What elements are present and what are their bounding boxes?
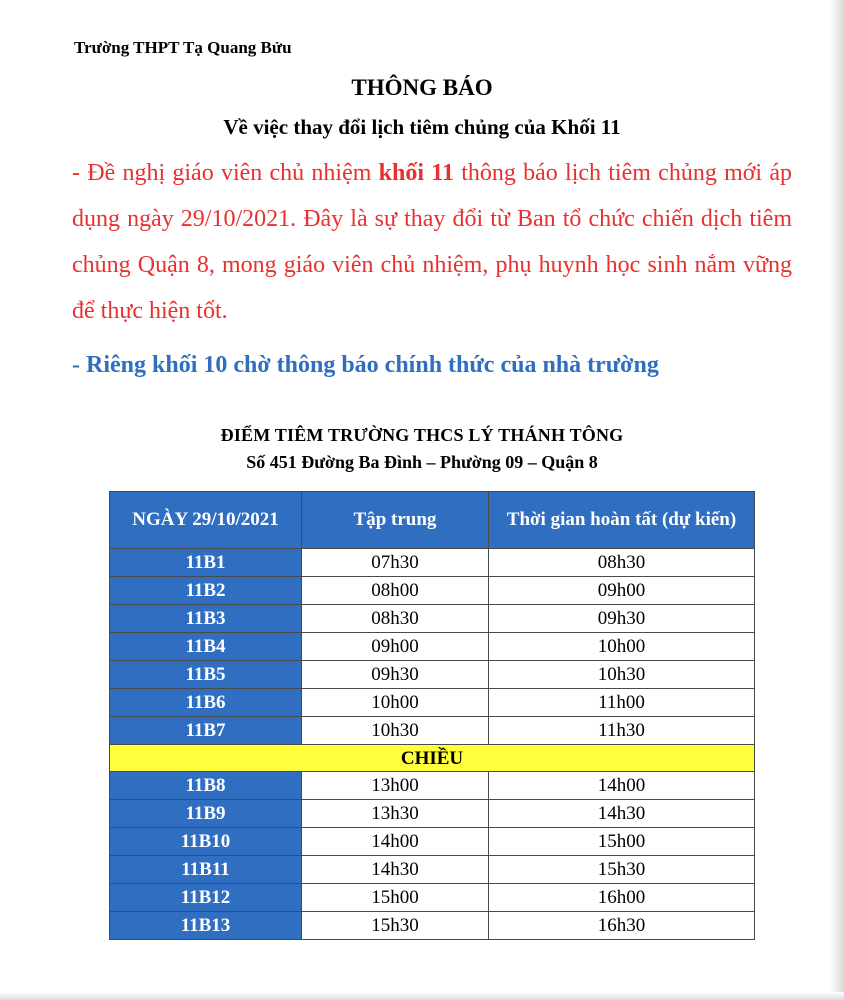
class-cell: 11B6: [110, 689, 302, 717]
gather-time-cell: 13h00: [302, 772, 489, 800]
finish-time-cell: 10h30: [489, 661, 755, 689]
table-row: [110, 549, 755, 577]
table-row: [110, 772, 755, 800]
gather-time-cell: 14h30: [302, 856, 489, 884]
finish-time-cell: 09h00: [489, 577, 755, 605]
notice-paragraph-red: [72, 150, 792, 334]
table-row: [110, 856, 755, 884]
afternoon-rows: [110, 772, 755, 940]
notice-red-suffix: thông báo lịch tiêm chủng mới áp dụng ngày 29/10/2021. Đây là sự thay đổi từ Ban tổ chức chiến dịch tiêm chủng Quận 8, mong giáo viên chủ nhiệm, phụ huynh học sinh nắm vững để thực hiện tốt.: [72, 160, 793, 324]
header-gather: Tập trung: [302, 492, 489, 549]
gather-time-cell: 07h30: [302, 549, 489, 577]
class-cell: 11B1: [110, 549, 302, 577]
notice-red-bold: khối 11: [378, 160, 454, 186]
table-row: [110, 717, 755, 745]
gather-time-cell: 15h30: [302, 912, 489, 940]
class-cell: 11B9: [110, 800, 302, 828]
school-name: Trường THPT Tạ Quang Bửu: [74, 38, 292, 57]
table-row: [110, 633, 755, 661]
class-cell: 11B3: [110, 605, 302, 633]
table-row: [110, 577, 755, 605]
header-finish: Thời gian hoàn tất (dự kiến): [489, 492, 755, 549]
finish-time-cell: 15h30: [489, 856, 755, 884]
finish-time-cell: 16h00: [489, 884, 755, 912]
schedule-table: [109, 491, 755, 940]
class-cell: 11B11: [110, 856, 302, 884]
class-cell: 11B4: [110, 633, 302, 661]
table-row: [110, 828, 755, 856]
afternoon-separator: [110, 745, 755, 772]
gather-time-cell: 10h00: [302, 689, 489, 717]
gather-time-cell: 14h00: [302, 828, 489, 856]
notice-paragraph-blue: - Riêng khối 10 chờ thông báo chính thức của nhà trường: [72, 352, 659, 378]
table-row: [110, 800, 755, 828]
finish-time-cell: 14h30: [489, 800, 755, 828]
table-row: [110, 689, 755, 717]
gather-time-cell: 10h30: [302, 717, 489, 745]
finish-time-cell: 09h30: [489, 605, 755, 633]
class-cell: 11B2: [110, 577, 302, 605]
page-edge-shadow: [830, 0, 844, 1000]
afternoon-band-row: [110, 745, 755, 772]
gather-time-cell: 13h30: [302, 800, 489, 828]
notice-title: THÔNG BÁO: [351, 75, 493, 100]
header-date: NGÀY 29/10/2021: [110, 492, 302, 549]
class-cell: 11B12: [110, 884, 302, 912]
class-cell: 11B10: [110, 828, 302, 856]
finish-time-cell: 15h00: [489, 828, 755, 856]
gather-time-cell: 09h30: [302, 661, 489, 689]
class-cell: 11B7: [110, 717, 302, 745]
gather-time-cell: 09h00: [302, 633, 489, 661]
table-row: [110, 605, 755, 633]
gather-time-cell: 15h00: [302, 884, 489, 912]
finish-time-cell: 08h30: [489, 549, 755, 577]
table-row: [110, 884, 755, 912]
notice-red-prefix: - Đề nghị giáo viên chủ nhiệm: [72, 160, 379, 186]
finish-time-cell: 11h00: [489, 689, 755, 717]
finish-time-cell: 11h30: [489, 717, 755, 745]
table-row: [110, 661, 755, 689]
finish-time-cell: 10h00: [489, 633, 755, 661]
finish-time-cell: 14h00: [489, 772, 755, 800]
page-bottom-shadow: [0, 992, 844, 1000]
venue-name: ĐIỂM TIÊM TRƯỜNG THCS LÝ THÁNH TÔNG: [220, 425, 624, 445]
table-header-row: [110, 492, 755, 549]
venue-address: Số 451 Đường Ba Đình – Phường 09 – Quận 8: [246, 452, 598, 472]
afternoon-label: CHIỀU: [110, 745, 755, 772]
class-cell: 11B8: [110, 772, 302, 800]
gather-time-cell: 08h30: [302, 605, 489, 633]
class-cell: 11B5: [110, 661, 302, 689]
class-cell: 11B13: [110, 912, 302, 940]
gather-time-cell: 08h00: [302, 577, 489, 605]
notice-subtitle: Về việc thay đổi lịch tiêm chủng của Khối 11: [223, 115, 621, 139]
table-row: [110, 912, 755, 940]
morning-rows: [110, 549, 755, 745]
finish-time-cell: 16h30: [489, 912, 755, 940]
